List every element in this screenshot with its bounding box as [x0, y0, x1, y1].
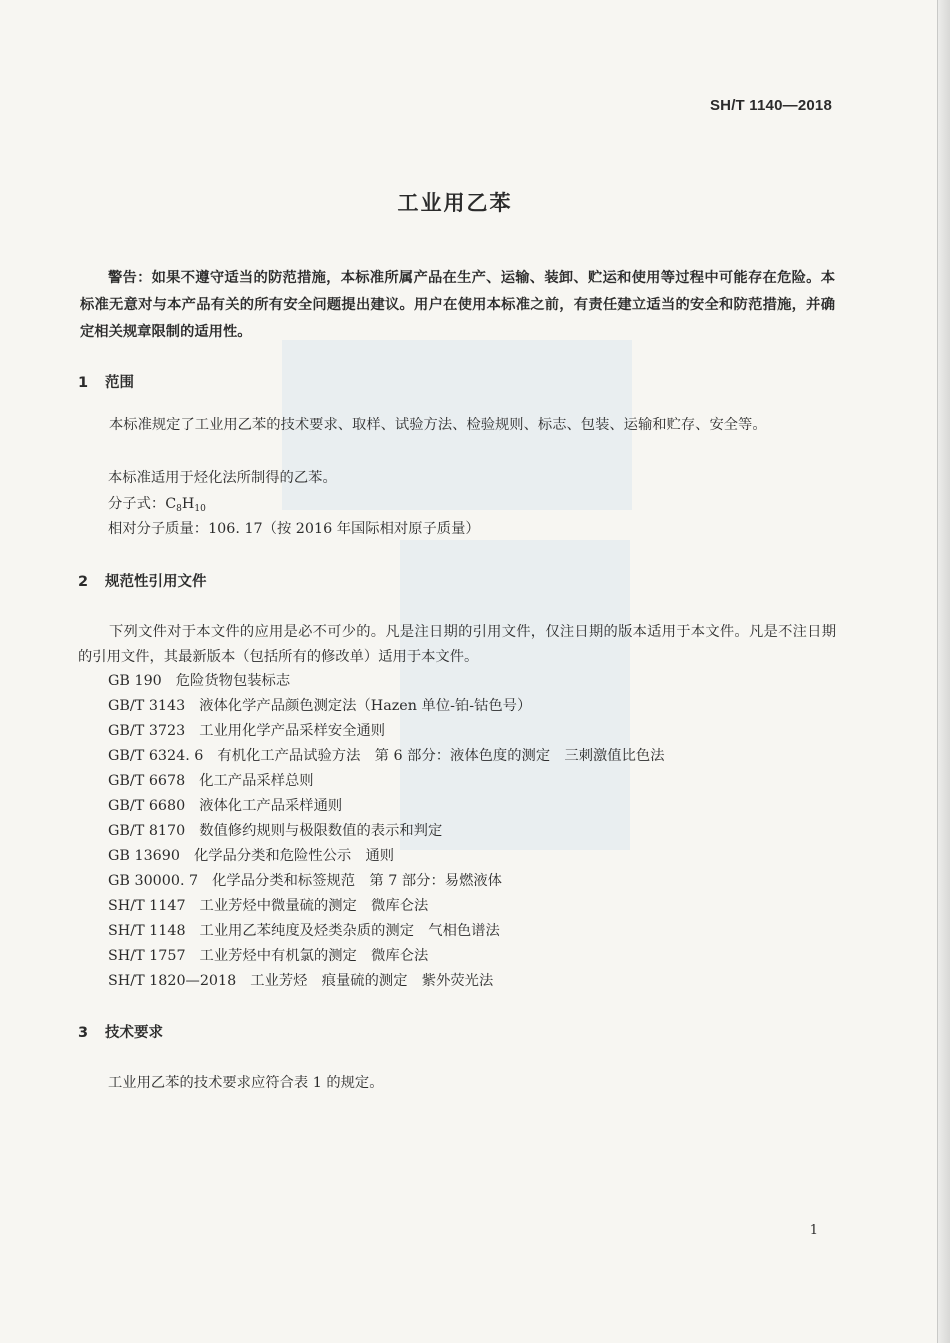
- section-number: 2: [78, 574, 89, 590]
- scope-paragraph: 本标准规定了工业用乙苯的技术要求、取样、试验方法、检验规则、标志、包装、运输和贮存、安全等。: [109, 417, 767, 433]
- reference-item: [108, 919, 665, 944]
- formula-h-sub: 10: [194, 504, 206, 514]
- requirements-paragraph: 工业用乙苯的技术要求应符合表 1 的规定。: [108, 1075, 384, 1091]
- reference-title: 液体化工产品采样通则: [199, 798, 343, 814]
- reference-code: GB/T 3723: [108, 723, 186, 739]
- molecular-formula: [108, 493, 206, 514]
- reference-item: [108, 869, 665, 894]
- reference-title: 工业用化学产品采样安全通则: [199, 723, 386, 739]
- section-title: 规范性引用文件: [105, 574, 207, 590]
- reference-code: SH/T 1820—2018: [108, 973, 237, 989]
- formula-h: H: [181, 496, 195, 512]
- reference-title: 化学品分类和危险性公示 通则: [193, 848, 395, 864]
- reference-code: GB/T 6678: [108, 773, 186, 789]
- section-2-heading: [78, 570, 207, 591]
- section-number: 3: [78, 1025, 89, 1041]
- page-number: 1: [809, 1223, 818, 1238]
- reference-item: [108, 944, 665, 969]
- reference-item: [108, 969, 665, 994]
- reference-item: [108, 769, 665, 794]
- reference-list: [108, 669, 665, 994]
- reference-item: [108, 894, 665, 919]
- reference-item: [108, 794, 665, 819]
- reference-title: 化工产品采样总则: [199, 773, 314, 789]
- reference-code: GB/T 3143: [108, 698, 186, 714]
- reference-code: SH/T 1757: [108, 948, 186, 964]
- reference-code: GB 190: [108, 673, 162, 689]
- reference-code: GB/T 6324. 6: [108, 748, 204, 764]
- reference-item: [108, 669, 665, 694]
- reference-title: 有机化工产品试验方法 第 6 部分：液体色度的测定 三刺激值比色法: [217, 748, 665, 764]
- reference-code: GB/T 6680: [108, 798, 186, 814]
- formula-c-sub: 8: [176, 504, 182, 514]
- reference-code: SH/T 1147: [108, 898, 186, 914]
- reference-code: GB 30000. 7: [108, 873, 199, 889]
- reference-item: [108, 844, 665, 869]
- reference-code: SH/T 1148: [108, 923, 186, 939]
- document-title: 工业用乙苯: [397, 191, 513, 215]
- references-intro: 下列文件对于本文件的应用是必不可少的。凡是注日期的引用文件，仅注日期的版本适用于本文件。凡是不注日期的引用文件，其最新版本（包括所有的修改单）适用于本文件。: [78, 624, 836, 665]
- molecular-mass: 相对分子质量：106. 17（按 2016 年国际相对原子质量）: [108, 521, 480, 537]
- reference-title: 化学品分类和标签规范 第 7 部分：易燃液体: [212, 873, 502, 889]
- warning-paragraph: 警告：如果不遵守适当的防范措施，本标准所属产品在生产、运输、装卸、贮运和使用等过程中可能存在危险。本标准无意对与本产品有关的所有安全问题提出建议。用户在使用本标准之前，有责任建立适当的安全和防范措施，并确定相关规章限制的适用性。: [80, 270, 835, 340]
- reference-item: [108, 719, 665, 744]
- section-title: 技术要求: [105, 1025, 163, 1041]
- reference-title: 工业芳烃中有机氯的测定 微库仑法: [199, 948, 429, 964]
- reference-title: 工业芳烃中微量硫的测定 微库仑法: [199, 898, 429, 914]
- reference-item: [108, 819, 665, 844]
- reference-title: 工业芳烃 痕量硫的测定 紫外荧光法: [250, 973, 494, 989]
- reference-title: 工业用乙苯纯度及烃类杂质的测定 气相色谱法: [199, 923, 500, 939]
- page-edge: [937, 0, 950, 1343]
- formula-label: 分子式：: [108, 496, 166, 512]
- section-number: 1: [78, 375, 89, 391]
- section-3-heading: [78, 1021, 163, 1042]
- section-title: 范围: [105, 375, 134, 391]
- reference-title: 数值修约规则与极限数值的表示和判定: [199, 823, 443, 839]
- reference-item: [108, 694, 665, 719]
- formula-c: C: [165, 496, 177, 512]
- reference-title: 危险货物包装标志: [175, 673, 291, 689]
- reference-item: [108, 744, 665, 769]
- reference-code: GB/T 8170: [108, 823, 186, 839]
- scope-applicability: 本标准适用于烃化法所制得的乙苯。: [108, 470, 337, 486]
- reference-title: 液体化学产品颜色测定法（Hazen 单位-铂-钴色号）: [199, 698, 532, 714]
- standard-code: SH/T 1140—2018: [709, 97, 832, 114]
- section-1-heading: [78, 371, 134, 392]
- reference-code: GB 13690: [108, 848, 180, 864]
